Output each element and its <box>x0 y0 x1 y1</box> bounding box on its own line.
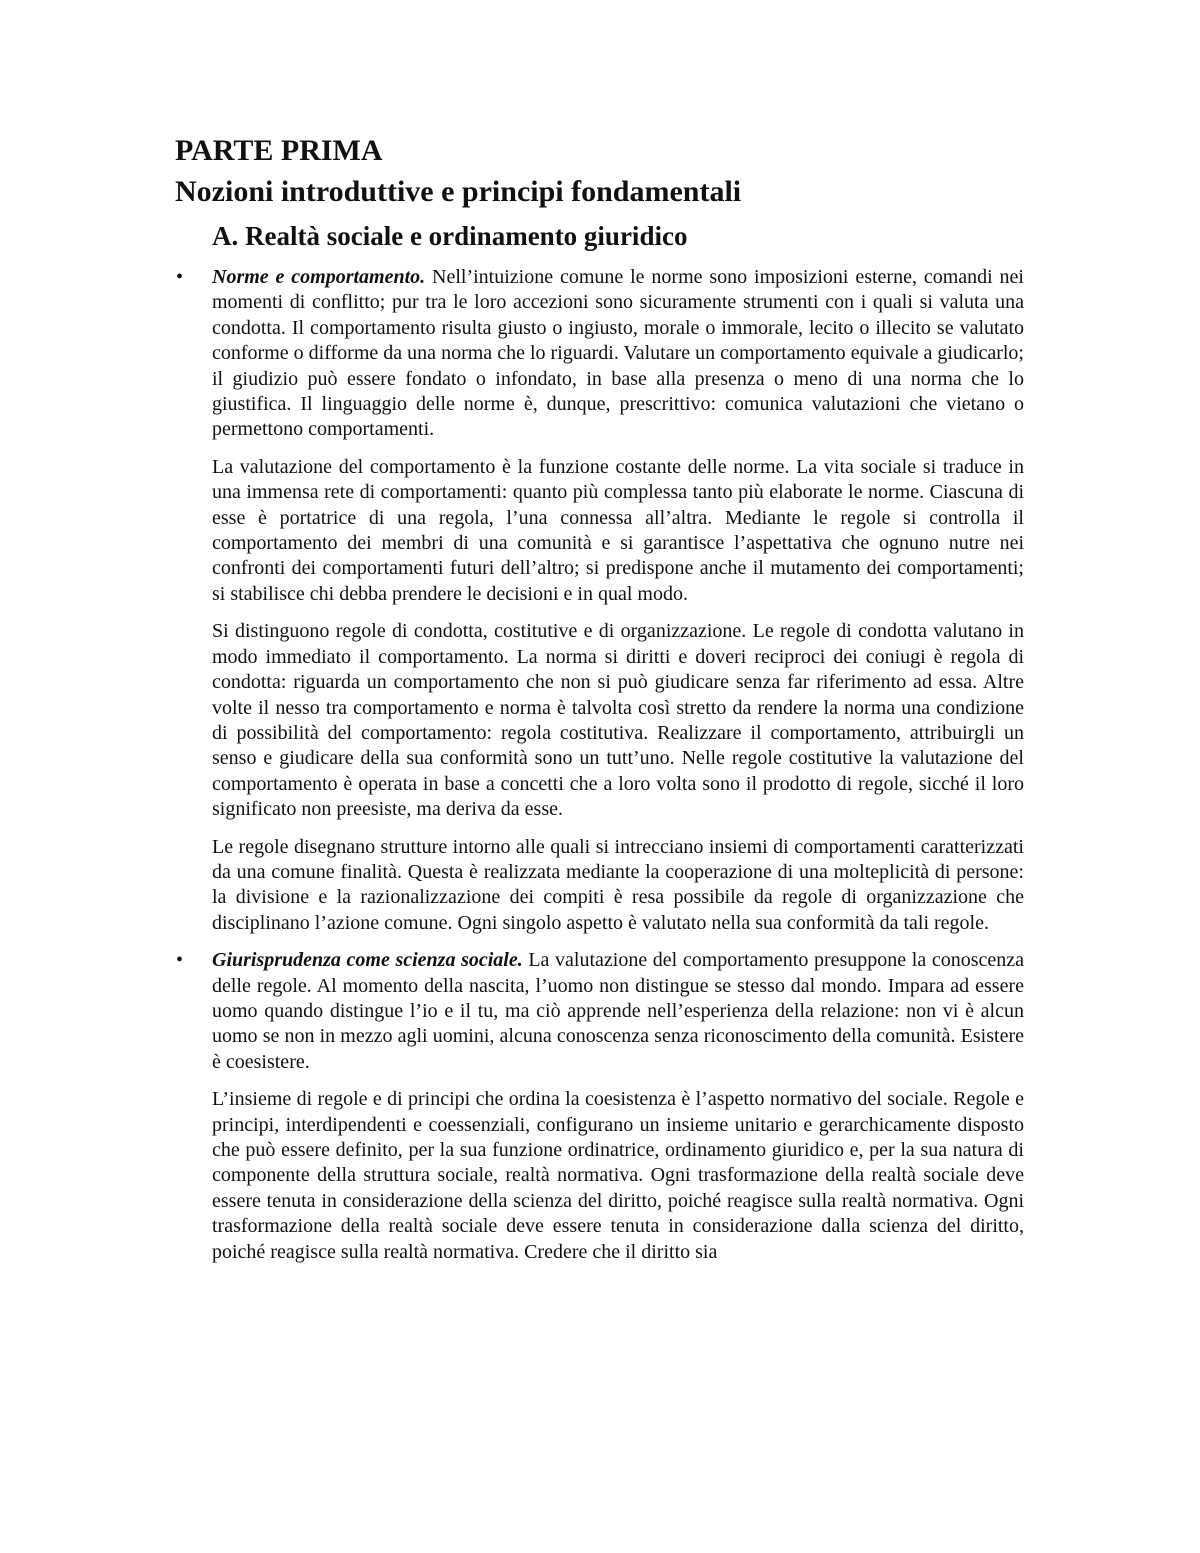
paragraph-text: Nell’intuizione comune le norme sono imposizioni esterne, comandi nei momenti di conflitto; pur tra le loro accezioni sono sicuramente strumenti con i quali si valuta una condotta. Il comportamento risulta giusto o ingiusto, morale o immorale, lecito o illecito se valutato conforme o difforme da una norma che lo riguardi. Valutare un comportamento equivale a giudicarlo; il giudizio può essere fondato o infondato, in base alla presenza o meno di una norma che lo giustifica. Il linguaggio delle norme è, dunque, prescrittivo: comunica valutazioni che vietano o permettono comportamenti. <box>212 266 1024 441</box>
paragraph: Le regole disegnano strutture intorno alle quali si intrecciano insiemi di comportamenti caratterizzati da una comune finalità. Questa è realizzata mediante la cooperazione di una molteplicità di persone: la divisione e la razionalizzazione dei compiti è resa possibile da regole di organizzazione che disciplinano l’azione comune. Ogni singolo aspetto è valutato nella sua conformità da tali regole. <box>212 835 1024 934</box>
paragraph-text: La valutazione del comportamento presuppone la conoscenza delle regole. Al momento della nascita, l’uomo non distingue se stesso dal mondo. Impara ad essere uomo quando distingue l’io e il tu, ma ciò apprende nell’esperienza della relazione: non vi è alcun uomo se non in mezzo agli uomini, alcuna conoscenza senza riconoscimento della comunità. Esistere è coesistere. <box>212 949 1024 1073</box>
paragraph: La valutazione del comportamento è la funzione costante delle norme. La vita sociale si traduce in una immensa rete di comportamenti: quanto più complessa tanto più elaborate le norme. Ciascuna di esse è portatrice di una regola, l’una connessa all’altra. Mediante le regole si controlla il comportamento dei membri di una comunità e si garantisce l’aspettativa che ognuno nutre nei confronti dei comportamenti futuri dell’altro; si predispone anche il mutamento dei comportamenti; si stabilisce chi debba prendere le decisioni e in qual modo. <box>212 455 1024 605</box>
bullet-paragraph <box>176 948 1024 1075</box>
bullet-paragraph <box>176 265 1024 443</box>
item-lead-title: Norme e comportamento. <box>212 266 426 288</box>
paragraph: L’insieme di regole e di principi che ordina la coesistenza è l’aspetto normativo del sociale. Regole e principi, interdipendenti e coessenziali, configurano un insieme unitario e gerarchicamente disposto che può essere definito, per la sua funzione ordinatrice, ordinamento giuridico e, per la sua natura di componente della struttura sociale, realtà normativa. Ogni trasformazione della realtà sociale deve essere tenuta in considerazione della scienza del diritto, poiché reagisce sulla realtà normativa. Ogni trasformazione della realtà sociale deve essere tenuta in considerazione dalla scienza del diritto, poiché reagisce sulla realtà normativa. Credere che il diritto sia <box>212 1088 1024 1263</box>
item-lead-title: Giurisprudenza come scienza sociale. <box>212 949 523 972</box>
bullet-icon: • <box>176 266 184 288</box>
document-body <box>176 265 1024 1277</box>
part-title: PARTE PRIMA <box>175 134 383 167</box>
paragraph: Si distinguono regole di condotta, costitutive e di organizzazione. Le regole di condotta valutano in modo immediato il comportamento. La norma si diritti e doveri reciproci dei coniugi è regola di condotta: riguarda un comportamento che non si può giudicare senza far riferimento ad essa. Altre volte il nesso tra comportamento e norma è talvolta così stretto da rendere la norma una condizione di possibilità del comportamento: regola costitutiva. Realizzare il comportamento, attribuirgli un senso e giudicare della sua conformità sono un tutt’uno. Nelle regole costitutive la valutazione del comportamento è operata in base a concetti che a loro volta sono il prodotto di regole, sicché il loro significato non preesiste, ma deriva da esse. <box>212 620 1024 821</box>
part-subtitle: Nozioni introduttive e principi fondamentali <box>175 175 742 208</box>
section-heading: A. Realtà sociale e ordinamento giuridico <box>212 221 688 251</box>
bullet-icon: • <box>176 949 184 972</box>
